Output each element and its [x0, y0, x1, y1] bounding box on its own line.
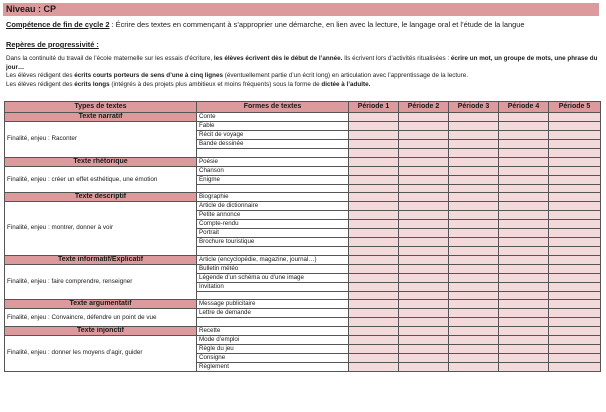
periode-1-cell[interactable] — [349, 309, 399, 318]
periode-3-cell[interactable] — [449, 291, 499, 300]
table-row — [5, 300, 601, 309]
periode-2-cell[interactable] — [399, 344, 449, 353]
finalite-text: Finalité, enjeu : donner les moyens d’agir, guider — [7, 348, 143, 356]
periode-5-cell[interactable] — [549, 211, 601, 220]
periode-3-cell[interactable] — [449, 255, 499, 264]
periode-2-cell[interactable] — [399, 166, 449, 175]
intro-text: Dans la continuité du travail de l’école maternelle sur les essais d’écriture, — [6, 55, 214, 62]
periode-2-cell[interactable] — [399, 291, 449, 300]
periode-5-cell[interactable] — [549, 193, 601, 202]
periode-3-cell[interactable] — [449, 229, 499, 238]
intro-text: Les élèves rédigent des — [6, 72, 75, 80]
intro-bold: écrits courts porteurs de sens d’une à cinq lignes — [74, 72, 223, 80]
periode-5-cell[interactable] — [549, 238, 601, 247]
forme-cell — [197, 184, 349, 193]
periode-2-cell[interactable] — [399, 113, 449, 122]
periode-4-cell[interactable] — [499, 184, 549, 193]
periode-2-cell[interactable] — [399, 353, 449, 362]
periode-1-cell[interactable] — [349, 193, 399, 202]
periode-1-cell[interactable] — [349, 166, 399, 175]
periode-4-cell[interactable] — [499, 344, 549, 353]
periode-2-cell[interactable] — [399, 326, 449, 335]
periode-4-cell[interactable] — [499, 353, 549, 362]
periode-2-cell[interactable] — [399, 193, 449, 202]
periode-2-cell[interactable] — [399, 318, 449, 327]
table-body — [5, 113, 601, 372]
periode-4-cell[interactable] — [499, 326, 549, 335]
periode-3-cell[interactable] — [449, 166, 499, 175]
text-type-cell — [5, 326, 197, 371]
table-header-row — [5, 102, 601, 113]
periode-4-cell[interactable] — [499, 300, 549, 309]
periode-4-cell[interactable] — [499, 318, 549, 327]
periode-3-cell[interactable] — [449, 122, 499, 131]
forme-cell: Bulletin météo — [197, 264, 349, 273]
periode-4-cell[interactable] — [499, 291, 549, 300]
periode-5-cell[interactable] — [549, 247, 601, 256]
finalite-text: Finalité, enjeu : créer un effet esthétique, une émotion — [7, 175, 158, 183]
periode-1-cell[interactable] — [349, 122, 399, 131]
intro-bold: écrire un mot, un groupe de mots, une phrase du jour… — [6, 55, 598, 71]
header-types: Types de textes — [5, 102, 197, 113]
forme-cell: Conte — [197, 113, 349, 122]
intro-paragraph — [6, 55, 600, 90]
periode-2-cell[interactable] — [399, 335, 449, 344]
periode-5-cell[interactable] — [549, 157, 601, 166]
finalite-text: Finalité, enjeu : Raconter — [7, 135, 78, 143]
periode-3-cell[interactable] — [449, 282, 499, 291]
forme-cell: Invitation — [197, 282, 349, 291]
finalite-text: Finalité, enjeu : faire comprendre, renseigner — [7, 277, 133, 285]
text-type-title: Texte descriptif — [5, 193, 196, 203]
periode-1-cell[interactable] — [349, 335, 399, 344]
periode-1-cell[interactable] — [349, 264, 399, 273]
periode-1-cell[interactable] — [349, 175, 399, 184]
periode-2-cell[interactable] — [399, 175, 449, 184]
header-formes: Formes de textes — [197, 102, 349, 113]
periode-2-cell[interactable] — [399, 202, 449, 211]
forme-cell — [197, 247, 349, 256]
periode-1-cell[interactable] — [349, 318, 399, 327]
text-type-title: Texte rhétorique — [5, 157, 196, 167]
periode-1-cell[interactable] — [349, 353, 399, 362]
periode-2-cell[interactable] — [399, 211, 449, 220]
forme-cell: Biographie — [197, 193, 349, 202]
intro-bold: écrits longs — [74, 81, 110, 89]
periode-2-cell[interactable] — [399, 220, 449, 229]
periode-4-cell[interactable] — [499, 140, 549, 149]
periode-2-cell[interactable] — [399, 282, 449, 291]
text-type-cell — [5, 255, 197, 300]
periode-4-cell[interactable] — [499, 282, 549, 291]
periode-4-cell[interactable] — [499, 229, 549, 238]
periode-3-cell[interactable] — [449, 157, 499, 166]
forme-cell: Enigme — [197, 175, 349, 184]
periode-5-cell[interactable] — [549, 131, 601, 140]
periode-5-cell[interactable] — [549, 220, 601, 229]
periode-4-cell[interactable] — [499, 149, 549, 158]
periode-1-cell[interactable] — [349, 184, 399, 193]
periode-3-cell[interactable] — [449, 140, 499, 149]
forme-cell — [197, 291, 349, 300]
progression-table — [4, 101, 601, 372]
intro-text: Ils écrivent lors d’activités ritualisées : — [342, 55, 451, 62]
periode-5-cell[interactable] — [549, 335, 601, 344]
header-periode-1: Période 1 — [349, 102, 399, 113]
finalite-text: Finalité, enjeu : montrer, donner à voir — [7, 223, 114, 231]
periode-5-cell[interactable] — [549, 300, 601, 309]
periode-1-cell[interactable] — [349, 229, 399, 238]
periode-3-cell[interactable] — [449, 149, 499, 158]
header-periode-5: Période 5 — [549, 102, 601, 113]
periode-2-cell[interactable] — [399, 273, 449, 282]
competence-label: Compétence de fin de cycle 2 — [6, 20, 110, 29]
periode-1-cell[interactable] — [349, 238, 399, 247]
table-row — [5, 113, 601, 122]
periode-3-cell[interactable] — [449, 202, 499, 211]
forme-cell: Règle du jeu — [197, 344, 349, 353]
periode-1-cell[interactable] — [349, 247, 399, 256]
periode-5-cell[interactable] — [549, 282, 601, 291]
periode-5-cell[interactable] — [549, 229, 601, 238]
periode-1-cell[interactable] — [349, 273, 399, 282]
periode-3-cell[interactable] — [449, 247, 499, 256]
periode-3-cell[interactable] — [449, 344, 499, 353]
niveau-banner: Niveau : CP — [3, 3, 599, 16]
periode-5-cell[interactable] — [549, 326, 601, 335]
competence-line — [6, 19, 602, 30]
periode-4-cell[interactable] — [499, 238, 549, 247]
forme-cell: Recette — [197, 326, 349, 335]
periode-5-cell[interactable] — [549, 175, 601, 184]
periode-3-cell[interactable] — [449, 211, 499, 220]
periode-3-cell[interactable] — [449, 273, 499, 282]
text-type-title: Texte argumentatif — [5, 300, 196, 310]
periode-2-cell[interactable] — [399, 229, 449, 238]
periode-5-cell[interactable] — [549, 318, 601, 327]
periode-5-cell[interactable] — [549, 344, 601, 353]
header-periode-2: Période 2 — [399, 102, 449, 113]
periode-3-cell[interactable] — [449, 113, 499, 122]
periode-5-cell[interactable] — [549, 291, 601, 300]
text-type-cell — [5, 157, 197, 193]
forme-cell: Récit de voyage — [197, 131, 349, 140]
periode-1-cell[interactable] — [349, 291, 399, 300]
periode-5-cell[interactable] — [549, 309, 601, 318]
text-type-cell — [5, 193, 197, 256]
periode-5-cell[interactable] — [549, 166, 601, 175]
periode-2-cell[interactable] — [399, 247, 449, 256]
header-periode-3: Période 3 — [449, 102, 499, 113]
periode-5-cell[interactable] — [549, 264, 601, 273]
periode-2-cell[interactable] — [399, 131, 449, 140]
periode-3-cell[interactable] — [449, 335, 499, 344]
periode-5-cell[interactable] — [549, 113, 601, 122]
periode-1-cell[interactable] — [349, 362, 399, 371]
forme-cell: Article (encyclopédie, magazine, journal…) — [197, 255, 349, 264]
periode-1-cell[interactable] — [349, 326, 399, 335]
periode-4-cell[interactable] — [499, 113, 549, 122]
periode-5-cell[interactable] — [549, 184, 601, 193]
table-row — [5, 157, 601, 166]
periode-1-cell[interactable] — [349, 300, 399, 309]
periode-4-cell[interactable] — [499, 193, 549, 202]
periode-1-cell[interactable] — [349, 140, 399, 149]
periode-1-cell[interactable] — [349, 131, 399, 140]
text-type-cell — [5, 113, 197, 158]
periode-4-cell[interactable] — [499, 175, 549, 184]
periode-4-cell[interactable] — [499, 264, 549, 273]
forme-cell: Message publicitaire — [197, 300, 349, 309]
periode-1-cell[interactable] — [349, 344, 399, 353]
periode-5-cell[interactable] — [549, 362, 601, 371]
periode-5-cell[interactable] — [549, 273, 601, 282]
periode-4-cell[interactable] — [499, 273, 549, 282]
forme-cell: Chanson — [197, 166, 349, 175]
periode-4-cell[interactable] — [499, 202, 549, 211]
periode-2-cell[interactable] — [399, 264, 449, 273]
periode-2-cell[interactable] — [399, 140, 449, 149]
periode-2-cell[interactable] — [399, 238, 449, 247]
periode-4-cell[interactable] — [499, 335, 549, 344]
table-row — [5, 255, 601, 264]
forme-cell: Portrait — [197, 229, 349, 238]
forme-cell: Article de dictionnaire — [197, 202, 349, 211]
periode-3-cell[interactable] — [449, 131, 499, 140]
periode-1-cell[interactable] — [349, 113, 399, 122]
periode-4-cell[interactable] — [499, 247, 549, 256]
periode-2-cell[interactable] — [399, 362, 449, 371]
periode-2-cell[interactable] — [399, 122, 449, 131]
forme-cell: Fable — [197, 122, 349, 131]
periode-4-cell[interactable] — [499, 220, 549, 229]
periode-4-cell[interactable] — [499, 166, 549, 175]
header-periode-4: Période 4 — [499, 102, 549, 113]
periode-3-cell[interactable] — [449, 362, 499, 371]
periode-4-cell[interactable] — [499, 309, 549, 318]
text-type-title: Texte injonctif — [5, 326, 196, 336]
periode-4-cell[interactable] — [499, 362, 549, 371]
forme-cell: Consigne — [197, 353, 349, 362]
periode-1-cell[interactable] — [349, 157, 399, 166]
periode-1-cell[interactable] — [349, 282, 399, 291]
forme-cell: Légende d’un schéma ou d’une image — [197, 273, 349, 282]
periode-3-cell[interactable] — [449, 175, 499, 184]
periode-2-cell[interactable] — [399, 157, 449, 166]
periode-1-cell[interactable] — [349, 202, 399, 211]
forme-cell: Poésie — [197, 157, 349, 166]
text-type-title: Texte informatif/Explicatif — [5, 255, 196, 265]
periode-2-cell[interactable] — [399, 184, 449, 193]
intro-text: Les élèves rédigent des — [6, 81, 75, 89]
periode-5-cell[interactable] — [549, 255, 601, 264]
intro-bold: dictée à l’adulte. — [321, 81, 371, 89]
periode-3-cell[interactable] — [449, 184, 499, 193]
periode-1-cell[interactable] — [349, 220, 399, 229]
intro-bold: les élèves écrivent dès le début de l’année. — [213, 55, 343, 62]
periode-4-cell[interactable] — [499, 122, 549, 131]
intro-text: (intégrés à des projets plus ambitieux et moins fréquents) sous la forme de — [109, 81, 322, 89]
periode-2-cell[interactable] — [399, 300, 449, 309]
forme-cell: Compte-rendu — [197, 220, 349, 229]
periode-1-cell[interactable] — [349, 211, 399, 220]
periode-5-cell[interactable] — [549, 202, 601, 211]
forme-cell: Petite annonce — [197, 211, 349, 220]
periode-4-cell[interactable] — [499, 255, 549, 264]
table-row — [5, 326, 601, 335]
periode-3-cell[interactable] — [449, 238, 499, 247]
periode-3-cell[interactable] — [449, 353, 499, 362]
periode-5-cell[interactable] — [549, 353, 601, 362]
periode-4-cell[interactable] — [499, 211, 549, 220]
periode-3-cell[interactable] — [449, 318, 499, 327]
text-type-title: Texte narratif — [5, 113, 196, 123]
forme-cell: Brochure touristique — [197, 238, 349, 247]
periode-1-cell[interactable] — [349, 255, 399, 264]
text-type-cell — [5, 300, 197, 327]
periode-4-cell[interactable] — [499, 131, 549, 140]
periode-3-cell[interactable] — [449, 300, 499, 309]
periode-3-cell[interactable] — [449, 309, 499, 318]
periode-5-cell[interactable] — [549, 140, 601, 149]
forme-cell: Bande dessinée — [197, 140, 349, 149]
periode-4-cell[interactable] — [499, 157, 549, 166]
periode-5-cell[interactable] — [549, 122, 601, 131]
periode-2-cell[interactable] — [399, 309, 449, 318]
forme-cell: Règlement — [197, 362, 349, 371]
forme-cell: Mode d’emploi — [197, 335, 349, 344]
reperes-heading: Repères de progressivité : — [6, 40, 99, 49]
forme-cell: Lettre de demande — [197, 309, 349, 318]
forme-cell — [197, 318, 349, 327]
periode-3-cell[interactable] — [449, 193, 499, 202]
periode-2-cell[interactable] — [399, 255, 449, 264]
periode-3-cell[interactable] — [449, 220, 499, 229]
forme-cell — [197, 149, 349, 158]
periode-3-cell[interactable] — [449, 326, 499, 335]
table-row — [5, 193, 601, 202]
finalite-text: Finalité, enjeu : Convaincre, défendre un point de vue — [7, 313, 157, 321]
periode-3-cell[interactable] — [449, 264, 499, 273]
competence-text: : Écrire des textes en commençant à s’approprier une démarche, en lien avec la lecture, le langage oral et l’étude de la langue — [109, 20, 525, 29]
periode-1-cell[interactable] — [349, 149, 399, 158]
intro-text: (éventuellement partie d’un écrit long) en articulation avec l’apprentissage de la lecture. — [222, 72, 469, 80]
periode-5-cell[interactable] — [549, 149, 601, 158]
periode-2-cell[interactable] — [399, 149, 449, 158]
